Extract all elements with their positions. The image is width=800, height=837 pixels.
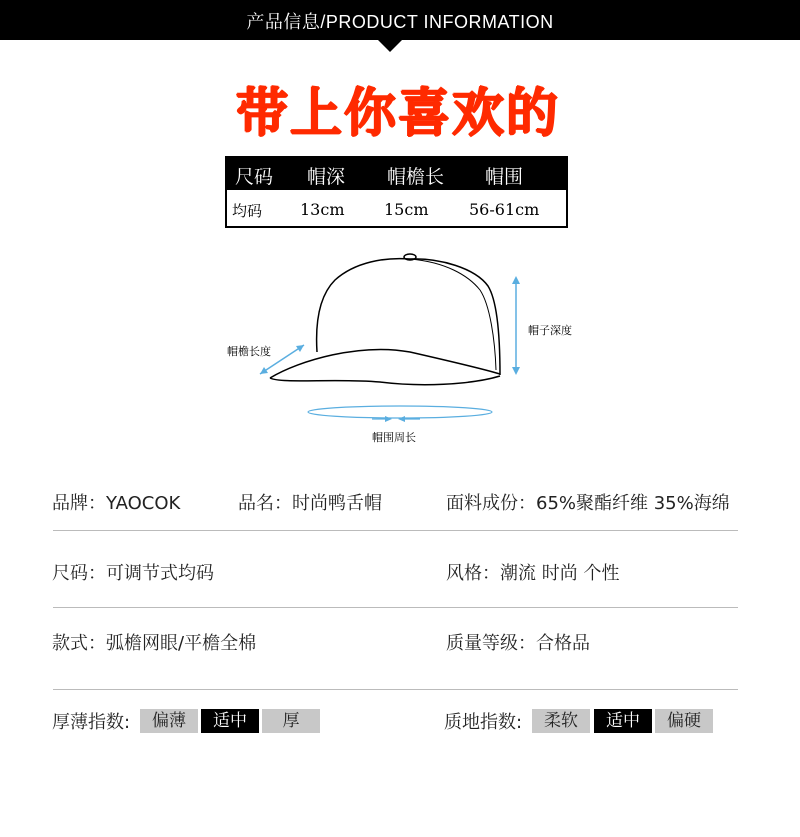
texture-option-hard: 偏硬 — [655, 709, 713, 733]
size-value-circumference: 56-61cm — [469, 200, 540, 219]
size-value-depth: 13cm — [300, 200, 345, 219]
thickness-label: 厚薄指数: — [52, 712, 131, 733]
size-value-brim: 15cm — [384, 200, 429, 219]
cap-seam — [410, 259, 496, 370]
cap-brim — [270, 350, 500, 378]
cap-depth-label: 帽子深度 — [528, 324, 572, 337]
divider — [53, 607, 738, 608]
texture-option-medium: 适中 — [594, 709, 652, 733]
info-design: 款式：弧檐网眼/平檐全棉 — [52, 633, 257, 654]
info-name: 品名：时尚鸭舌帽 — [238, 493, 382, 514]
info-quality: 质量等级：合格品 — [446, 633, 590, 654]
info-material: 面料成份：65%聚酯纤维 35%海绵 — [446, 493, 730, 514]
cap-brim-under — [270, 376, 500, 385]
thickness-option-thick: 厚 — [262, 709, 320, 733]
size-header-brim: 帽檐长 — [387, 166, 445, 188]
circumference-label: 帽围周长 — [372, 431, 416, 444]
divider — [53, 689, 738, 690]
size-header-size: 尺码 — [235, 166, 274, 188]
thickness-option-thin: 偏薄 — [140, 709, 198, 733]
brim-length-label: 帽檐长度 — [227, 345, 271, 358]
thickness-option-medium: 适中 — [201, 709, 259, 733]
header-title: 产品信息/PRODUCT INFORMATION — [246, 12, 554, 32]
size-header-circumference: 帽围 — [485, 166, 524, 188]
cap-crown — [317, 259, 500, 375]
size-value-size: 均码 — [232, 202, 263, 220]
circumference-ellipse — [308, 406, 492, 418]
info-size: 尺码：可调节式均码 — [52, 563, 214, 584]
info-brand: 品牌：YAOCOK — [52, 493, 181, 514]
slogan-heading: 带上你喜欢的 — [235, 84, 560, 144]
size-header-depth: 帽深 — [307, 166, 346, 188]
texture-option-soft: 柔软 — [532, 709, 590, 733]
divider — [53, 530, 738, 531]
texture-label: 质地指数: — [444, 712, 523, 733]
info-style: 风格：潮流 时尚 个性 — [446, 563, 620, 584]
